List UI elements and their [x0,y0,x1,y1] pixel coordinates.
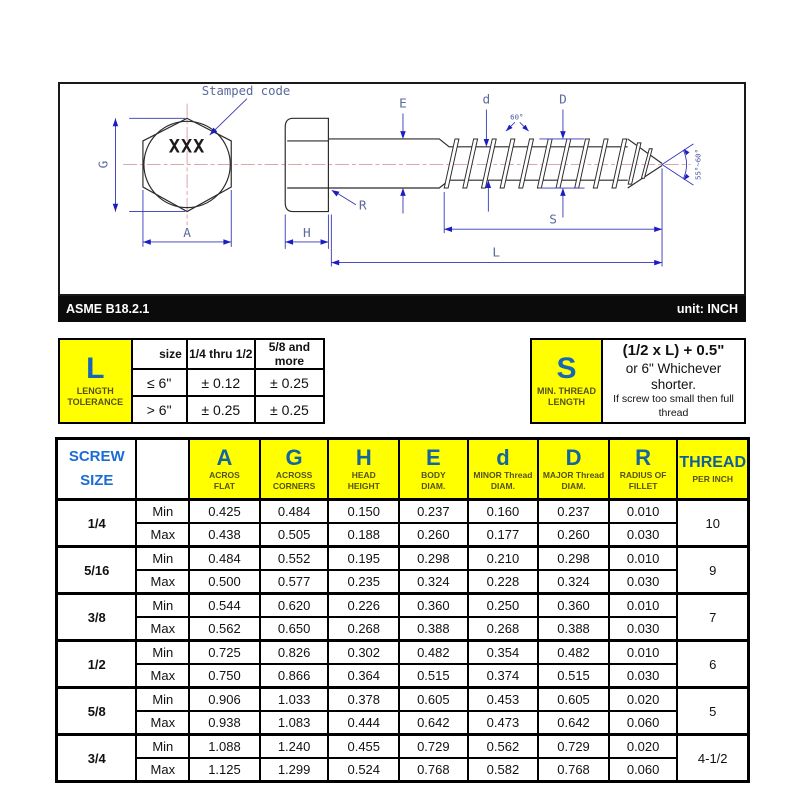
table-row [57,523,749,547]
table-cell: 0.438 [189,523,260,547]
table-row [57,570,749,594]
table-cell: 0.298 [399,547,468,571]
table-cell: 0.938 [189,711,260,735]
minmax-cell: Max [136,523,189,547]
table-cell: 0.444 [328,711,399,735]
table-cell: 0.725 [189,641,260,665]
table-cell: 0.260 [538,523,609,547]
table-cell: 0.552 [260,547,329,571]
table-cell: 0.195 [328,547,399,571]
table-row [57,594,749,618]
lag-screw-drawing [60,84,744,294]
table-cell: 0.605 [538,688,609,712]
dim-a-label: A [183,226,191,242]
table-cell: 0.482 [399,641,468,665]
table-cell: 0.030 [609,617,678,641]
table-cell: 0.768 [538,758,609,782]
table-row [57,500,749,524]
l-key-letter: L [86,351,105,385]
table-cell: 0.160 [468,500,539,524]
table-cell: 0.453 [468,688,539,712]
col-header-d-minor: d MINOR Thread DIAM. [468,439,539,500]
table-cell: 0.298 [538,547,609,571]
standard-name: ASME B18.2.1 [66,302,150,316]
col-header-h: H HEAD HEIGHT [328,439,399,500]
tpi-cell: 9 [677,547,748,594]
header-row [57,439,749,500]
table-cell: 0.482 [538,641,609,665]
table-cell: 0.260 [399,523,468,547]
dim-d-minor-label: d [482,92,491,108]
col-header-g: G ACROSS CORNERS [260,439,329,500]
table-row [57,547,749,571]
l-header-col1: 1/4 thru 1/2 [187,339,255,369]
table-cell: 0.650 [260,617,329,641]
minmax-cell: Max [136,570,189,594]
size-cell: 3/4 [57,735,137,782]
length-tolerance-table [58,338,325,424]
minmax-cell: Min [136,688,189,712]
table-cell: ± 0.25 [255,396,324,423]
drawing-frame [58,82,746,296]
table-cell: 0.228 [468,570,539,594]
tpi-cell: 4-1/2 [677,735,748,782]
dim-d-major-label: D [559,92,567,108]
dim-e [399,97,407,214]
table-cell: 0.010 [609,500,678,524]
table-cell: 0.060 [609,711,678,735]
table-row [57,758,749,782]
table-cell: 0.505 [260,523,329,547]
s-rule-formula: (1/2 x L) + 0.5" [622,342,725,359]
table-cell: 0.360 [399,594,468,618]
table-cell: 0.620 [260,594,329,618]
tpi-cell: 10 [677,500,748,547]
head-side-view [285,118,328,211]
dim-g-label: G [96,160,112,169]
size-cell: 3/8 [57,594,137,641]
table-cell: 0.515 [538,664,609,688]
minmax-cell: Min [136,500,189,524]
table-cell: 0.515 [399,664,468,688]
table-cell: 0.226 [328,594,399,618]
table-cell: 0.642 [399,711,468,735]
table-cell: ± 0.12 [187,369,255,396]
s-key-cell [531,339,602,423]
dim-h [285,215,328,249]
table-cell: 0.562 [468,735,539,759]
dim-l-label: L [492,245,501,261]
thread-angle-label: 60° [510,112,524,122]
table-cell: 1.240 [260,735,329,759]
table-cell: 0.150 [328,500,399,524]
table-cell: 0.302 [328,641,399,665]
table-cell: 0.354 [468,641,539,665]
table-cell: 0.020 [609,688,678,712]
table-cell: 0.473 [468,711,539,735]
table-cell: > 6" [132,396,187,423]
tpi-cell: 7 [677,594,748,641]
table-cell: 0.020 [609,735,678,759]
table-cell: 0.500 [189,570,260,594]
header-empty-cell [136,439,189,500]
table-cell: 0.210 [468,547,539,571]
table-cell: 1.083 [260,711,329,735]
table-cell: 1.033 [260,688,329,712]
s-rule-alt: or 6" Whichever shorter. [625,360,722,392]
table-row [57,617,749,641]
table-cell: 0.250 [468,594,539,618]
s-key-caption: MIN. THREAD LENGTH [536,385,596,408]
minmax-cell: Max [136,664,189,688]
size-cell: 5/16 [57,547,137,594]
table-cell: 0.455 [328,735,399,759]
table-cell: 0.010 [609,594,678,618]
table-cell: 0.729 [399,735,468,759]
table-cell: 0.030 [609,664,678,688]
point-angle-label: 55°~60° [693,148,703,180]
table-cell: 0.177 [468,523,539,547]
l-header-col2: 5/8 and more [255,339,324,369]
table-cell: 0.010 [609,641,678,665]
stamped-code-label: Stamped code [201,84,291,98]
tpi-cell: 5 [677,688,748,735]
l-key-caption: LENGTH TOLERANCE [67,385,124,407]
table-cell: 0.577 [260,570,329,594]
table-cell: 0.324 [538,570,609,594]
dim-r [331,190,367,214]
table-cell: 0.268 [328,617,399,641]
col-header-r: R RADIUS OF FILLET [609,439,678,500]
table-cell: 0.010 [609,547,678,571]
size-cell: 1/4 [57,500,137,547]
table-cell: 0.768 [399,758,468,782]
table-cell: 0.729 [538,735,609,759]
dim-s-label: S [549,212,557,228]
table-cell: 0.378 [328,688,399,712]
col-header-a: A ACROS FLAT [189,439,260,500]
minmax-cell: Max [136,758,189,782]
minmax-cell: Max [136,617,189,641]
table-cell: 0.324 [399,570,468,594]
table-cell: 0.544 [189,594,260,618]
table-cell: 0.484 [189,547,260,571]
table-cell: 1.088 [189,735,260,759]
table-cell: ≤ 6" [132,369,187,396]
table-cell: 0.030 [609,570,678,594]
s-rule-note: If screw too small then full thread [613,393,734,419]
table-row [57,688,749,712]
minmax-cell: Max [136,711,189,735]
dim-l [331,215,662,267]
table-row [57,711,749,735]
table-cell: 0.237 [538,500,609,524]
table-cell: 0.826 [260,641,329,665]
table-cell: 0.030 [609,523,678,547]
table-cell: 0.374 [468,664,539,688]
table-cell: ± 0.25 [187,396,255,423]
col-header-e: E BODY DIAM. [399,439,468,500]
table-cell: 0.484 [260,500,329,524]
table-cell: 0.605 [399,688,468,712]
table-cell: ± 0.25 [255,369,324,396]
table-cell: 0.388 [399,617,468,641]
s-rule-cell [602,339,745,423]
table-row [57,641,749,665]
table-cell: 1.299 [260,758,329,782]
table-cell: 0.642 [538,711,609,735]
thread-angle-callout [506,112,529,131]
stamped-code-callout [202,84,291,135]
standard-bar [58,296,746,322]
table-row [57,735,749,759]
table-cell: 0.188 [328,523,399,547]
screw-body [328,139,662,188]
size-cell: 1/2 [57,641,137,688]
table-cell: 1.125 [189,758,260,782]
l-header-size: size [132,339,187,369]
table-cell: 0.906 [189,688,260,712]
table-cell: 0.866 [260,664,329,688]
minmax-cell: Min [136,594,189,618]
s-key-letter: S [556,351,577,385]
dim-g [97,118,186,211]
screw-dimension-table [55,437,750,783]
col-header-d-major: D MAJOR Thread DIAM. [538,439,609,500]
table-cell: 0.388 [538,617,609,641]
unit-label: unit: INCH [676,302,738,316]
table-cell: 0.562 [189,617,260,641]
l-key-cell [59,339,132,423]
table-cell: 0.268 [468,617,539,641]
table-cell: 0.235 [328,570,399,594]
minmax-cell: Min [136,547,189,571]
minmax-cell: Min [136,641,189,665]
dim-h-label: H [302,226,311,242]
table-cell: 0.060 [609,758,678,782]
table-cell: 0.237 [399,500,468,524]
table-row [57,664,749,688]
stamp-text: XXX [168,136,206,158]
size-cell: 5/8 [57,688,137,735]
dim-r-label: R [358,198,367,214]
table-cell: 0.524 [328,758,399,782]
corner-header: SCREW SIZE [57,439,137,500]
table-cell: 0.364 [328,664,399,688]
table-cell: 0.360 [538,594,609,618]
minmax-cell: Min [136,735,189,759]
min-thread-length-table [530,338,746,424]
col-header-thread: THREAD PER INCH [677,439,748,500]
table-cell: 0.425 [189,500,260,524]
dim-e-label: E [399,96,407,112]
table-cell: 0.582 [468,758,539,782]
table-cell: 0.750 [189,664,260,688]
tpi-cell: 6 [677,641,748,688]
